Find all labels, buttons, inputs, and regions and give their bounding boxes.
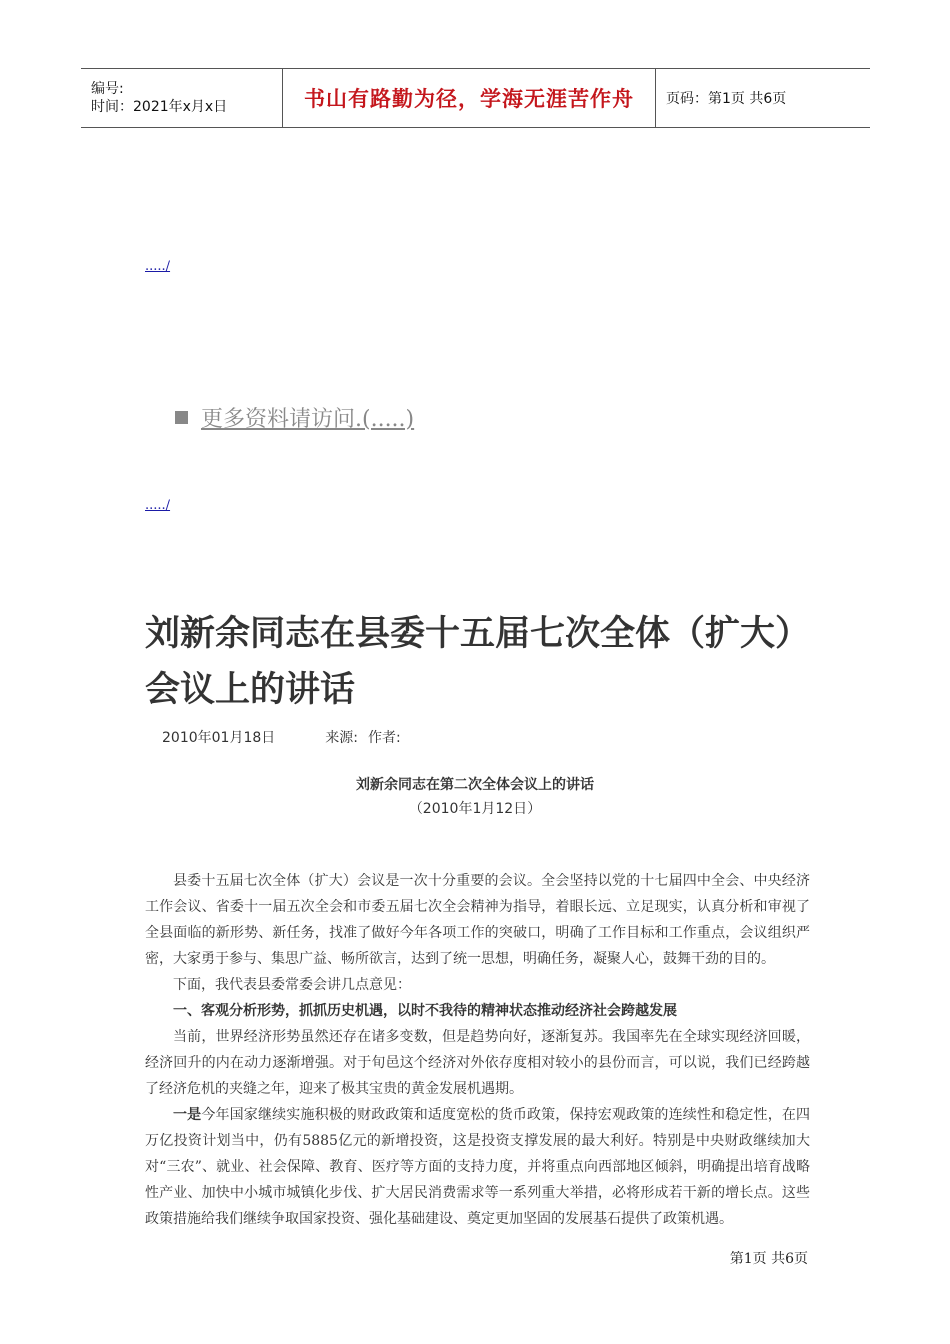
article-date: 2010年01月18日 bbox=[162, 730, 276, 746]
header-page-info bbox=[656, 69, 870, 127]
paragraph-5-text: 今年国家继续实施积极的财政政策和适度宽松的货币政策，保持宏观政策的连续性和稳定性，在四万亿投资计划当中，仍有5885亿元的新增投资，这是投资支撑发展的最大利好。特别是中央财政继续加大对“三农”、就业、社会保障、教育、医疗等方面的支持力度，并将重点向西部地区倾斜，明确提出培育战略性产业、加快中小城市城镇化步伐、扩大居民消费需求等一系列重大举措，必将形成若干新的增长点。这些政策措施给我们继续争取国家投资、强化基础建设、奠定更加坚固的发展基石提供了政策机遇。 bbox=[145, 1107, 811, 1227]
document-header bbox=[81, 68, 870, 128]
page-info: 页码：第1页 共6页 bbox=[666, 91, 787, 107]
article-meta bbox=[162, 727, 411, 747]
speech-date: （2010年1月12日） bbox=[408, 801, 542, 817]
source-label: 来源: bbox=[325, 730, 358, 746]
author-label: 作者: bbox=[367, 730, 401, 746]
paragraph-4: 当前，世界经济形势虽然还存在诸多变数，但是趋势向好，逐渐复苏。我国率先在全球实现经济回暖，经济回升的内在动力逐渐增强。对于旬邑这个经济对外依存度相对较小的县份而言，可以说，我们已经跨越了经济危机的夹缝之年，迎来了极其宝贵的黄金发展机遇期。 bbox=[145, 1029, 810, 1097]
motto: 书山有路勤为径，学海无涯苦作舟 bbox=[304, 87, 634, 111]
number-label: 编号: bbox=[91, 81, 124, 97]
link-bottom[interactable]: ...../ bbox=[145, 498, 171, 513]
article-body bbox=[145, 868, 810, 1232]
paragraph-5 bbox=[145, 1102, 810, 1232]
paragraph-5-lead: 一是 bbox=[173, 1107, 202, 1123]
paragraph-2: 下面，我代表县委常委会讲几点意见： bbox=[173, 977, 411, 993]
time-label: 时间：2021年x月x日 bbox=[91, 99, 228, 115]
speech-subtitle: 刘新余同志在第二次全体会议上的讲话 bbox=[356, 777, 594, 793]
link-top[interactable]: ...../ bbox=[145, 259, 171, 274]
more-resources[interactable] bbox=[175, 402, 414, 433]
header-info bbox=[81, 69, 282, 127]
paragraph-1: 县委十五届七次全体（扩大）会议是一次十分重要的会议。全会坚持以党的十七届四中全会、中央经济工作会议、省委十一届五次全会和市委五届七次全会精神为指导，着眼长远、立足现实，认真分析和审视了全县面临的新形势、新任务，找准了做好今年各项工作的突破口，明确了工作目标和工作重点，会议组织严密，大家勇于参与、集思广益、畅所欲言，达到了统一思想，明确任务，凝聚人心，鼓舞干劲的目的。 bbox=[145, 873, 810, 967]
article-title: 刘新余同志在县委十五届七次全体（扩大）会议上的讲话 bbox=[145, 613, 811, 710]
header-motto-cell bbox=[282, 69, 656, 127]
more-resources-link[interactable]: 更多资料请访问.(.....) bbox=[201, 407, 415, 432]
section-heading-1: 一、客观分析形势，抓抓历史机遇，以时不我待的精神状态推动经济社会跨越发展 bbox=[173, 1003, 677, 1019]
page-footer: 第1页 共6页 bbox=[729, 1251, 808, 1267]
bullet-square-icon bbox=[175, 411, 188, 424]
